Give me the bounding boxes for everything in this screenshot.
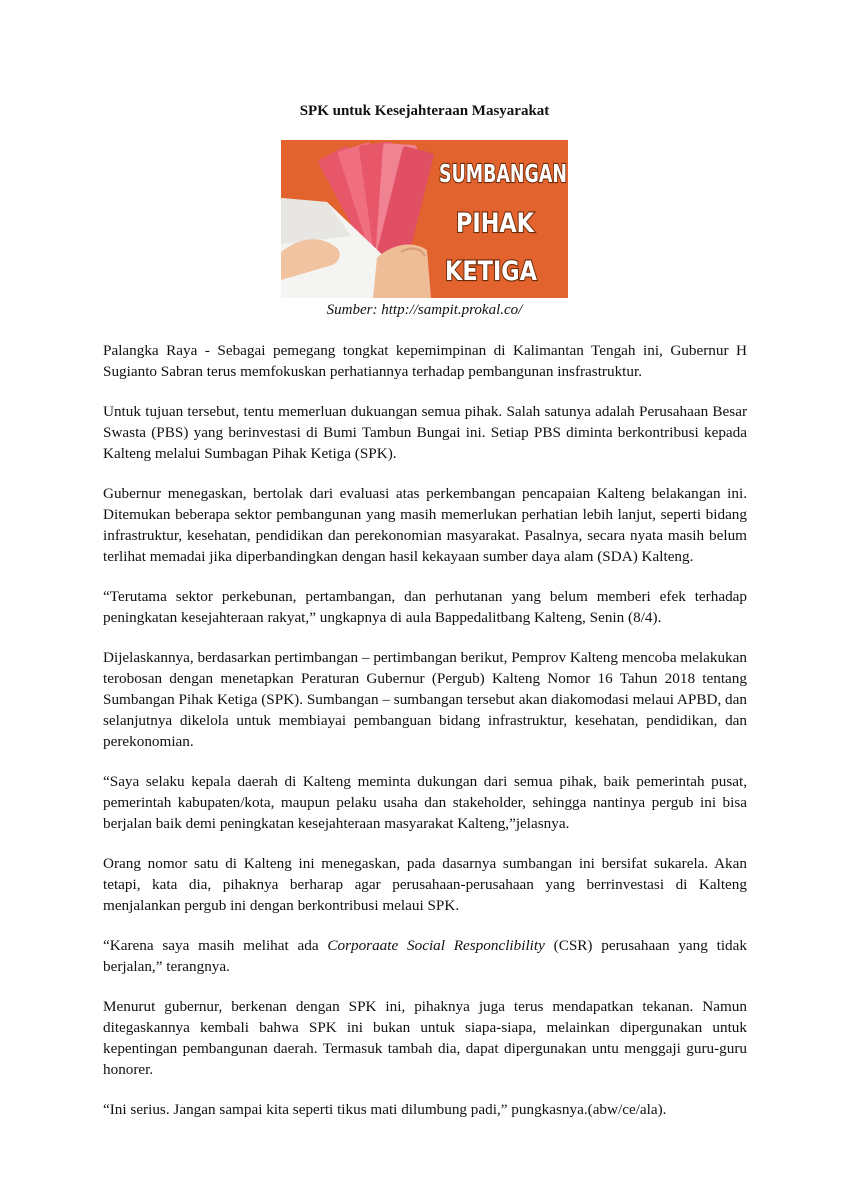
banner-illustration [281,140,568,298]
article-image [281,140,568,298]
paragraph: Dijelaskannya, berdasarkan pertimbangan – pertimbangan berikut, Pemprov Kalteng mencoba melakukan terobosan dengan menetapkan Peraturan Gubernur (Pergub) Kalteng Nomor 16 Tahun 2018 tentang Sumbangan Pihak Ketiga (SPK). Sumbangan – sumbangan tersebut akan diakomodasi melaui APBD, dan selanjutnya dikelola untuk membiayai pembanguan bidang infrastruktur, kesehatan, pendidikan, dan perekonomian. [103,649,747,750]
paragraph: “Terutama sektor perkebunan, pertambangan, dan perhutanan yang belum memberi efek terhadap peningkatan kesejahteraan rakyat,” ungkapnya di aula Bappedalitbang Kalteng, Senin (8/4). [103,588,747,626]
csr-text-before: “Karena saya masih melihat ada [103,937,328,954]
article-body [103,340,747,1139]
csr-italic-term: Corporaate Social Responclibility [327,937,545,954]
paragraph: Gubernur menegaskan, bertolak dari evaluasi atas perkembangan pencapaian Kalteng belakangan ini. Ditemukan beberapa sektor pembangunan yang masih memerlukan perhatian lebih lanjut, seperti bidang infrastruktur, kesehatan, pendidikan dan perekonomian masyarakat. Pasalnya, secara nyata masih belum terlihat memadai jika diperbandingkan dengan hasil kekayaan sumber daya alam (SDA) Kalteng. [103,485,747,565]
paragraph: “Saya selaku kepala daerah di Kalteng meminta dukungan dari semua pihak, baik pemerintah pusat, pemerintah kabupaten/kota, maupun pelaku usaha dan stakeholder, sehingga nantinya pergub ini bisa berjalan baik demi peningkatan kesejahteraan masyarakat Kalteng,”jelasnya. [103,773,747,832]
paragraph: Menurut gubernur, berkenan dengan SPK ini, pihaknya juga terus mendapatkan tekanan. Namun ditegaskannya kembali bahwa SPK ini bukan untuk siapa-siapa, melainkan dipergunakan untuk kepentingan pembangunan daerah. Termasuk tambah dia, dapat dipergunakan untu menggaji guru-guru honorer. [103,998,747,1078]
image-caption: Sumber: http://sampit.prokal.co/ [326,302,523,318]
paragraph-closing: “Ini serius. Jangan sampai kita seperti tikus mati dilumbung padi,” pungkasnya.(abw/ce/ala). [103,1101,667,1118]
paragraph: Untuk tujuan tersebut, tentu memerluan dukuangan semua pihak. Salah satunya adalah Perusahaan Besar Swasta (PBS) yang berinvestasi di Bumi Tambun Bungai ini. Setiap PBS diminta berkontribusi kepada Kalteng melalui Sumbagan Pihak Ketiga (SPK). [103,403,747,462]
paragraph: Palangka Raya - Sebagai pemegang tongkat kepemimpinan di Kalimantan Tengah ini, Gubernur H Sugianto Sabran terus memfokuskan perhatiannya terhadap pembangunan insfrastruktur. [103,342,747,380]
svg-text:KETIGA: KETIGA [445,256,538,287]
csr-text-after: (CSR) perusahaan yang tidak berjalan,” terangnya. [103,937,747,975]
document-title: SPK untuk Kesejahteraan Masyarakat [299,103,550,119]
paragraph-csr [103,935,747,977]
svg-text:PIHAK: PIHAK [456,208,535,239]
paragraph: Orang nomor satu di Kalteng ini menegaskan, pada dasarnya sumbangan ini bersifat sukarela. Akan tetapi, kata dia, pihaknya berharap agar perusahaan-perusahaan yang berrinvestasi di Kalteng menjalankan pergub ini dengan berkontribusi melaui SPK. [103,855,747,914]
svg-text:SUMBANGAN: SUMBANGAN [439,159,567,188]
